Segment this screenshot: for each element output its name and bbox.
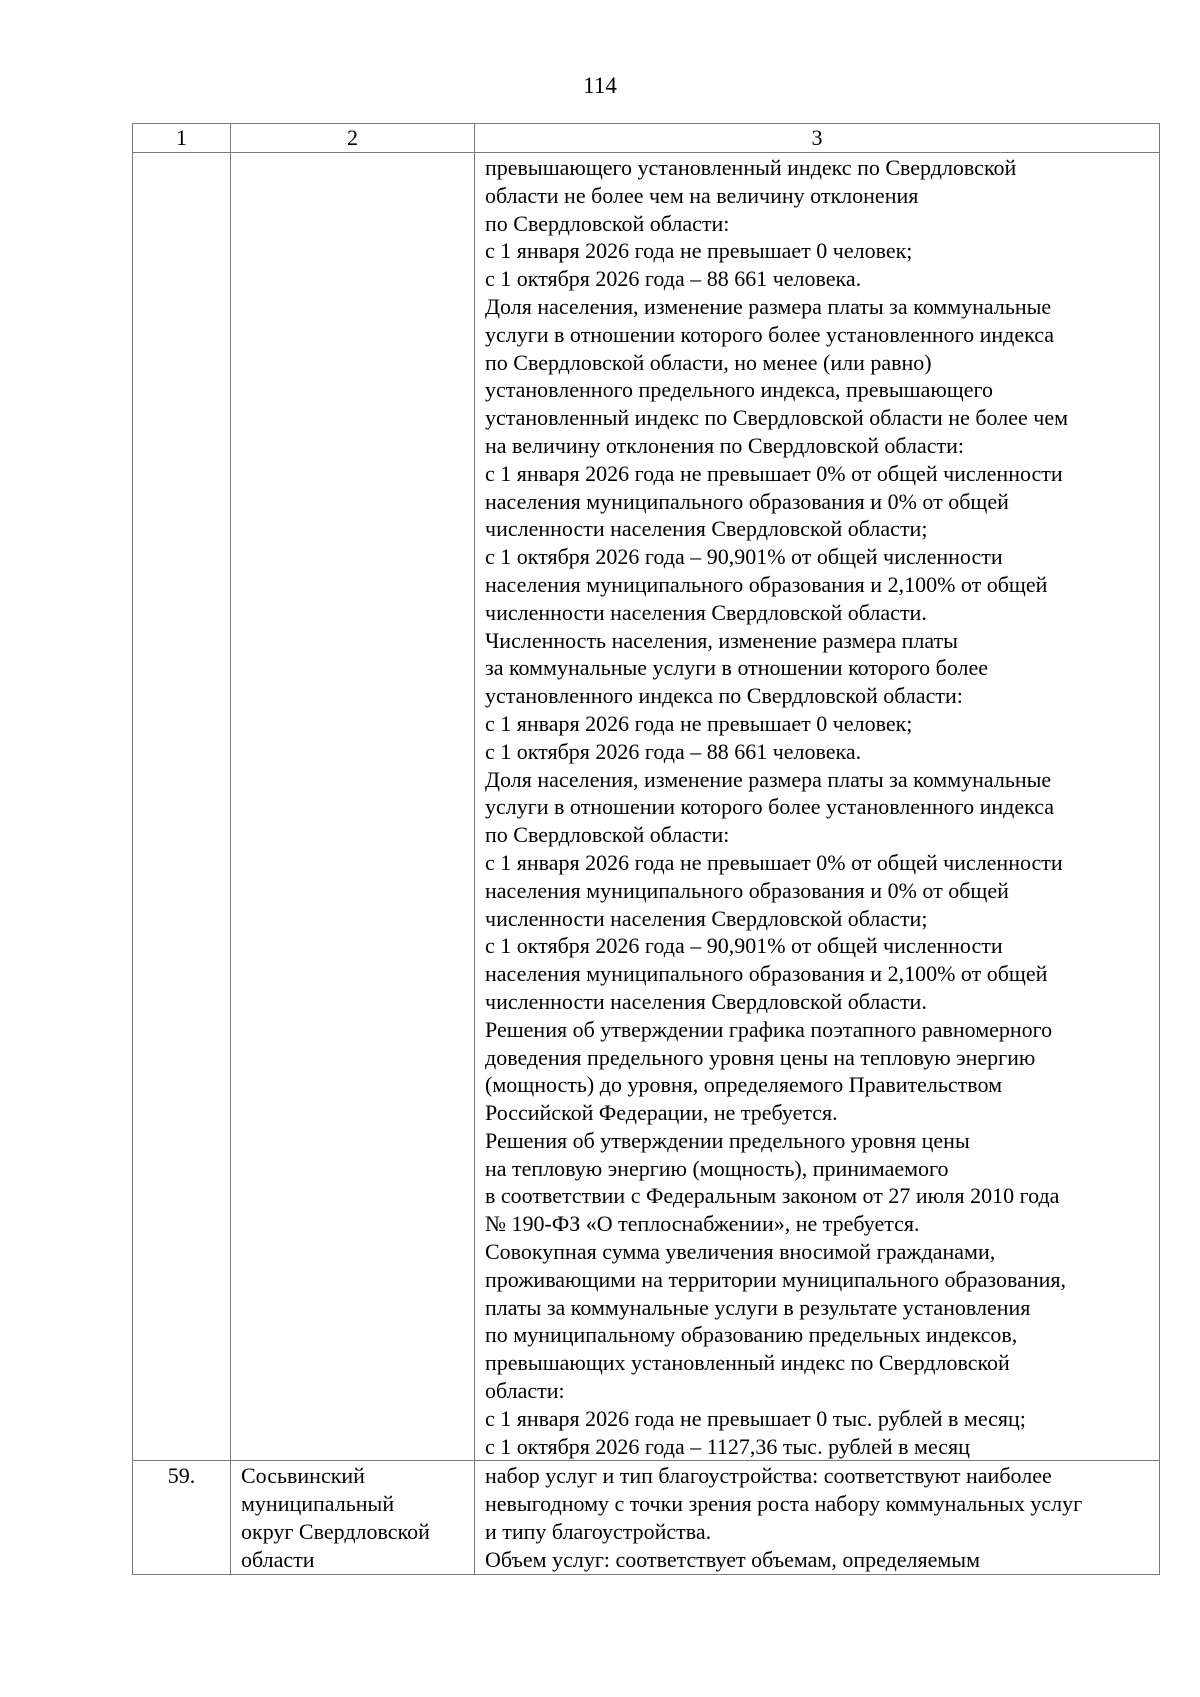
column-header-1: 1 xyxy=(133,124,231,153)
text-line: населения муниципального образования и 2,100% от общей xyxy=(485,571,1048,597)
text-line: с 1 января 2026 года не превышает 0 человек; xyxy=(485,710,913,736)
table-row xyxy=(133,1461,1160,1574)
text-line: области не более чем на величину отклонения xyxy=(485,182,919,208)
column-header-2: 2 xyxy=(231,124,475,153)
text-line: за коммунальные услуги в отношении которого более xyxy=(485,655,989,681)
text-line: населения муниципального образования и 0% от общей xyxy=(485,488,1009,514)
text-line: Решения об утверждении графика поэтапного равномерного xyxy=(485,1016,1053,1042)
text-line: с 1 октября 2026 года – 90,901% от общей численности xyxy=(485,933,1003,959)
text-line: превышающих установленный индекс по Свердловской xyxy=(485,1350,1010,1376)
text-line: по Свердловской области: xyxy=(485,210,730,236)
text-line: доведения предельного уровня цены на тепловую энергию xyxy=(485,1044,1036,1070)
text-line: по Свердловской области, но менее (или равно) xyxy=(485,349,932,375)
text-line: с 1 октября 2026 года – 88 661 человека. xyxy=(485,738,862,764)
text-line: населения муниципального образования и 2,100% от общей xyxy=(485,961,1048,987)
text-line: на тепловую энергию (мощность), принимаемого xyxy=(485,1155,949,1181)
description-cell xyxy=(475,1461,1160,1574)
row-number-cell xyxy=(133,153,231,1461)
text-line: и типу благоустройства. xyxy=(485,1519,712,1545)
text-line: невыгодному с точки зрения роста набору коммунальных услуг xyxy=(485,1491,1083,1517)
column-header-3: 3 xyxy=(475,124,1160,153)
text-line: на величину отклонения по Свердловской области: xyxy=(485,432,964,458)
text-line: Совокупная сумма увеличения вносимой гражданами, xyxy=(485,1239,996,1265)
text-line: населения муниципального образования и 0% от общей xyxy=(485,877,1009,903)
text-line: по муниципальному образованию предельных индексов, xyxy=(485,1322,1018,1348)
text-line: с 1 января 2026 года не превышает 0% от общей численности xyxy=(485,849,1063,875)
text-line: установленного индекса по Свердловской области: xyxy=(485,683,963,709)
text-line: с 1 января 2026 года не превышает 0% от общей численности xyxy=(485,460,1063,486)
text-line: установленного предельного индекса, превышающего xyxy=(485,377,993,403)
document-table xyxy=(132,123,1160,1575)
text-line: (мощность) до уровня, определяемого Правительством xyxy=(485,1072,1003,1098)
text-line: Доля населения, изменение размера платы за коммунальные xyxy=(485,293,1052,319)
municipality-cell xyxy=(231,153,475,1461)
text-line: Объем услуг: соответствует объемам, определяемым xyxy=(485,1546,981,1572)
text-line: с 1 октября 2026 года – 90,901% от общей численности xyxy=(485,544,1003,570)
text-line: с 1 октября 2026 года – 1127,36 тыс. рублей в месяц xyxy=(485,1433,970,1459)
table-row xyxy=(133,153,1160,1461)
text-line: Численность населения, изменение размера платы xyxy=(485,627,958,653)
description-cell xyxy=(475,153,1160,1461)
text-line: с 1 января 2026 года не превышает 0 человек; xyxy=(485,238,913,264)
text-line: набор услуг и тип благоустройства: соответствуют наиболее xyxy=(485,1463,1052,1489)
text-line: численности населения Свердловской области; xyxy=(485,905,928,931)
text-line: проживающими на территории муниципального образования, xyxy=(485,1266,1067,1292)
text-line: платы за коммунальные услуги в результате установления xyxy=(485,1294,1031,1320)
text-line: № 190-ФЗ «О теплоснабжении», не требуется. xyxy=(485,1211,920,1237)
text-line: Решения об утверждении предельного уровня цены xyxy=(485,1127,970,1153)
page-number: 114 xyxy=(583,73,617,98)
municipality-cell xyxy=(231,1461,475,1574)
table-header-row xyxy=(133,124,1160,153)
text-line: в соответствии с Федеральным законом от 27 июля 2010 года xyxy=(485,1183,1060,1209)
text-line: услуги в отношении которого более установленного индекса xyxy=(485,321,1055,347)
text-line: численности населения Свердловской области. xyxy=(485,599,927,625)
text-line: с 1 октября 2026 года – 88 661 человека. xyxy=(485,266,862,292)
text-line: Доля населения, изменение размера платы за коммунальные xyxy=(485,766,1052,792)
text-line: услуги в отношении которого более установленного индекса xyxy=(485,794,1055,820)
row-number-cell: 59. xyxy=(133,1461,231,1574)
text-line: с 1 января 2026 года не превышает 0 тыс. рублей в месяц; xyxy=(485,1405,1026,1431)
text-line: численности населения Свердловской области; xyxy=(485,516,928,542)
text-line: превышающего установленный индекс по Свердловской xyxy=(485,155,1017,180)
text-line: Сосьвинский xyxy=(241,1463,365,1489)
text-line: численности населения Свердловской области. xyxy=(485,988,927,1014)
text-line: округ Свердловской xyxy=(241,1519,430,1545)
text-line: муниципальный xyxy=(241,1491,395,1517)
text-line: по Свердловской области: xyxy=(485,822,730,848)
text-line: области: xyxy=(485,1378,565,1404)
text-line: установленный индекс по Свердловской области не более чем xyxy=(485,405,1068,431)
text-line: Российской Федерации, не требуется. xyxy=(485,1100,838,1126)
text-line: области xyxy=(241,1546,315,1572)
